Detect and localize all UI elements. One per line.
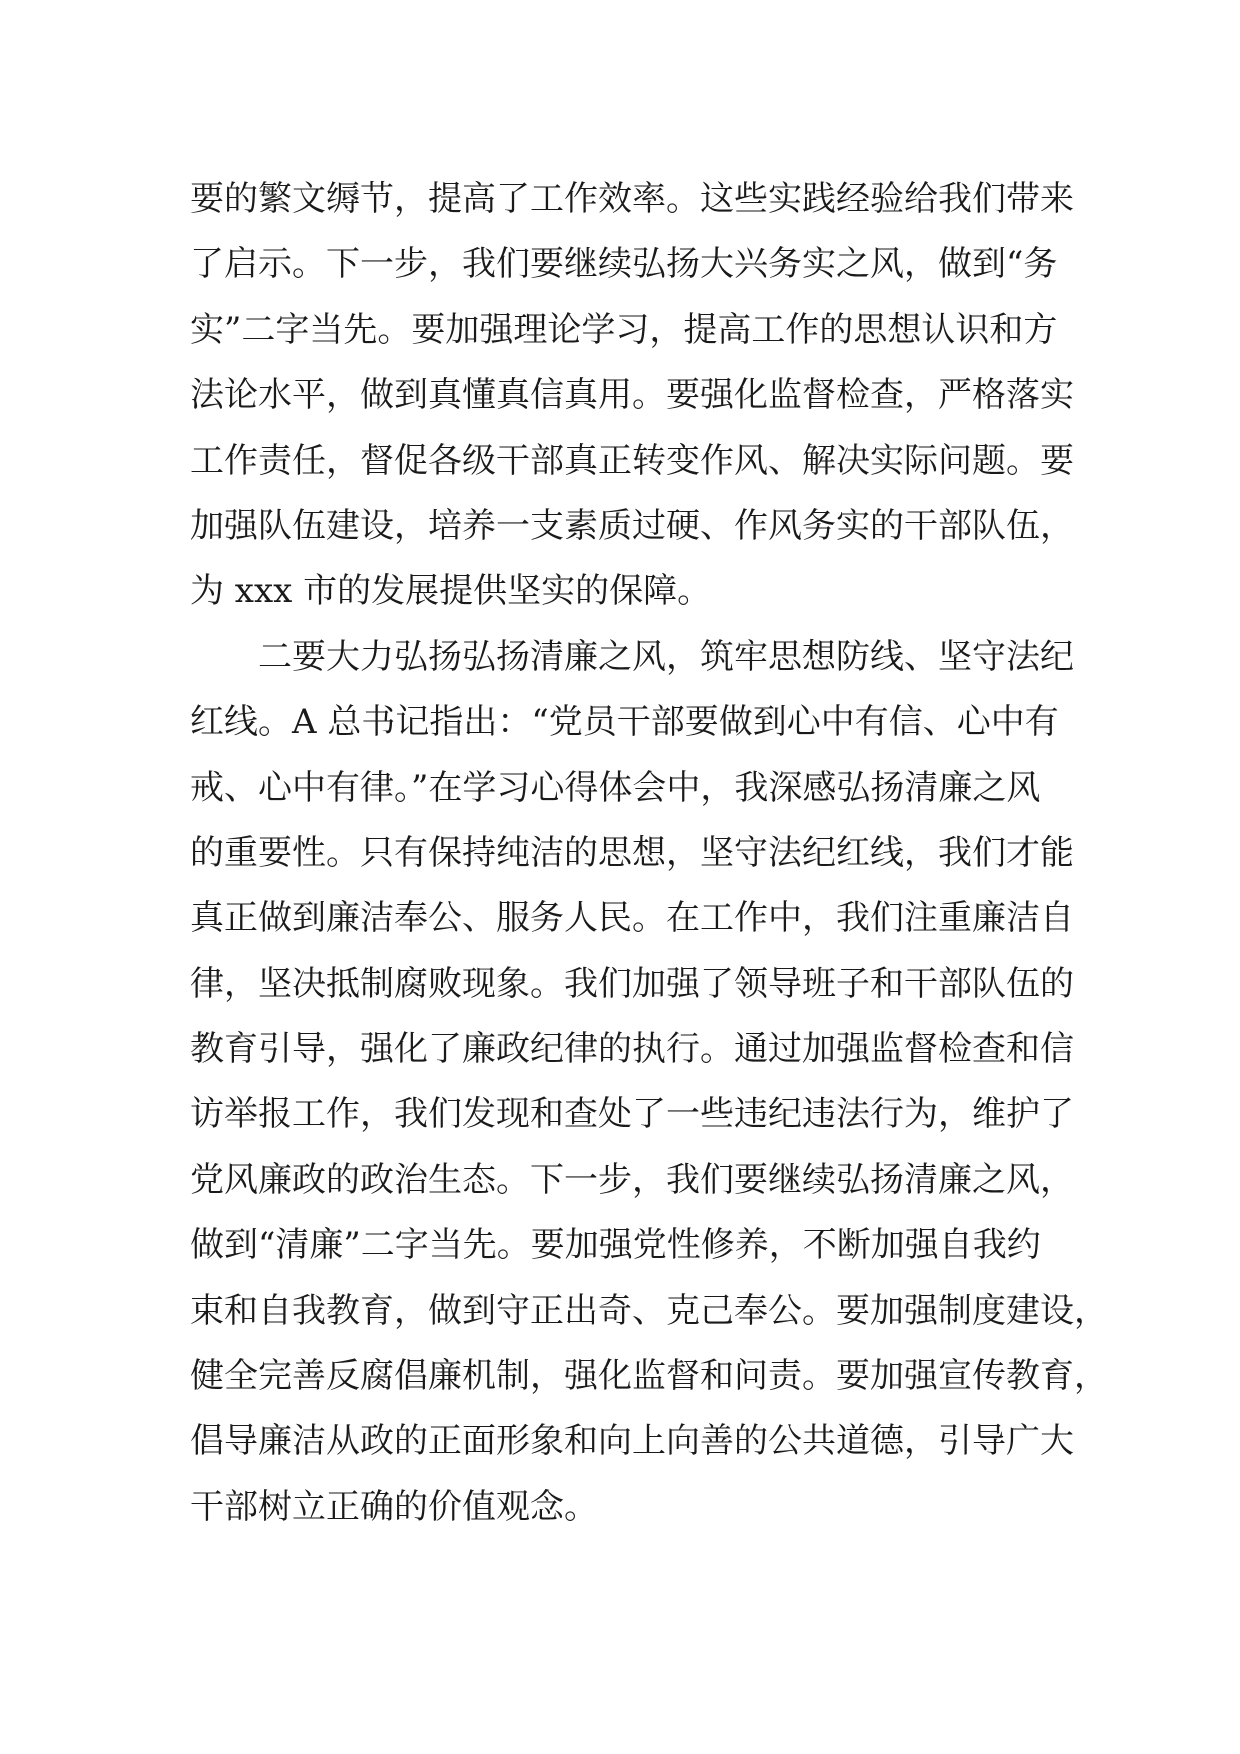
text-line: 实”二字当先。要加强理论学习，提高工作的思想认识和方 [190,309,1058,350]
text-line: 访举报工作，我们发现和查处了一些违纪违法行为，维护了 [190,1094,1074,1135]
text-line: 的重要性。只有保持纯洁的思想，坚守法纪红线，我们才能 [190,832,1074,873]
text-line: 工作责任，督促各级干部真正转变作风、解决实际问题。要 [190,440,1074,481]
text-line: 倡导廉洁从政的正面形象和向上向善的公共道德，引导广大 [190,1421,1074,1462]
text-line: 束和自我教育，做到守正出奇、克己奉公。要加强制度建设， [190,1290,1108,1331]
text-line: 要的繁文缛节，提高了工作效率。这些实践经验给我们带来 [190,179,1074,219]
text-line: 加强队伍建设，培养一支素质过硬、作风务实的干部队伍， [190,505,1074,546]
text-line: 真正做到廉洁奉公、服务人民。在工作中，我们注重廉洁自 [190,898,1074,939]
text-line: 健全完善反腐倡廉机制，强化监督和问责。要加强宣传教育， [190,1356,1108,1397]
text-line: 法论水平，做到真懂真信真用。要强化监督检查，严格落实 [190,375,1074,416]
text-line: 二要大力弘扬弘扬清廉之风，筑牢思想防线、坚守法纪 [190,636,1074,677]
text-line: 教育引导，强化了廉政纪律的执行。通过加强监督检查和信 [190,1029,1074,1070]
text-line: 了启示。下一步，我们要继续弘扬大兴务实之风，做到“务 [190,244,1058,285]
text-line: 红线。A 总书记指出：“党员干部要做到心中有信、心中有 [190,702,1059,743]
text-line: 为 xxx 市的发展提供坚实的保障。 [190,571,712,612]
text-line: 律，坚决抵制腐败现象。我们加强了领导班子和干部队伍的 [190,963,1074,1004]
text-line: 党风廉政的政治生态。下一步，我们要继续弘扬清廉之风， [190,1159,1074,1200]
text-line: 干部树立正确的价值观念。 [190,1486,598,1527]
text-line: 做到“清廉”二字当先。要加强党性修养，不断加强自我约 [190,1225,1041,1266]
text-line: 戒、心中有律。”在学习心得体会中，我深感弘扬清廉之风 [190,767,1041,808]
document-body [190,167,1108,1540]
